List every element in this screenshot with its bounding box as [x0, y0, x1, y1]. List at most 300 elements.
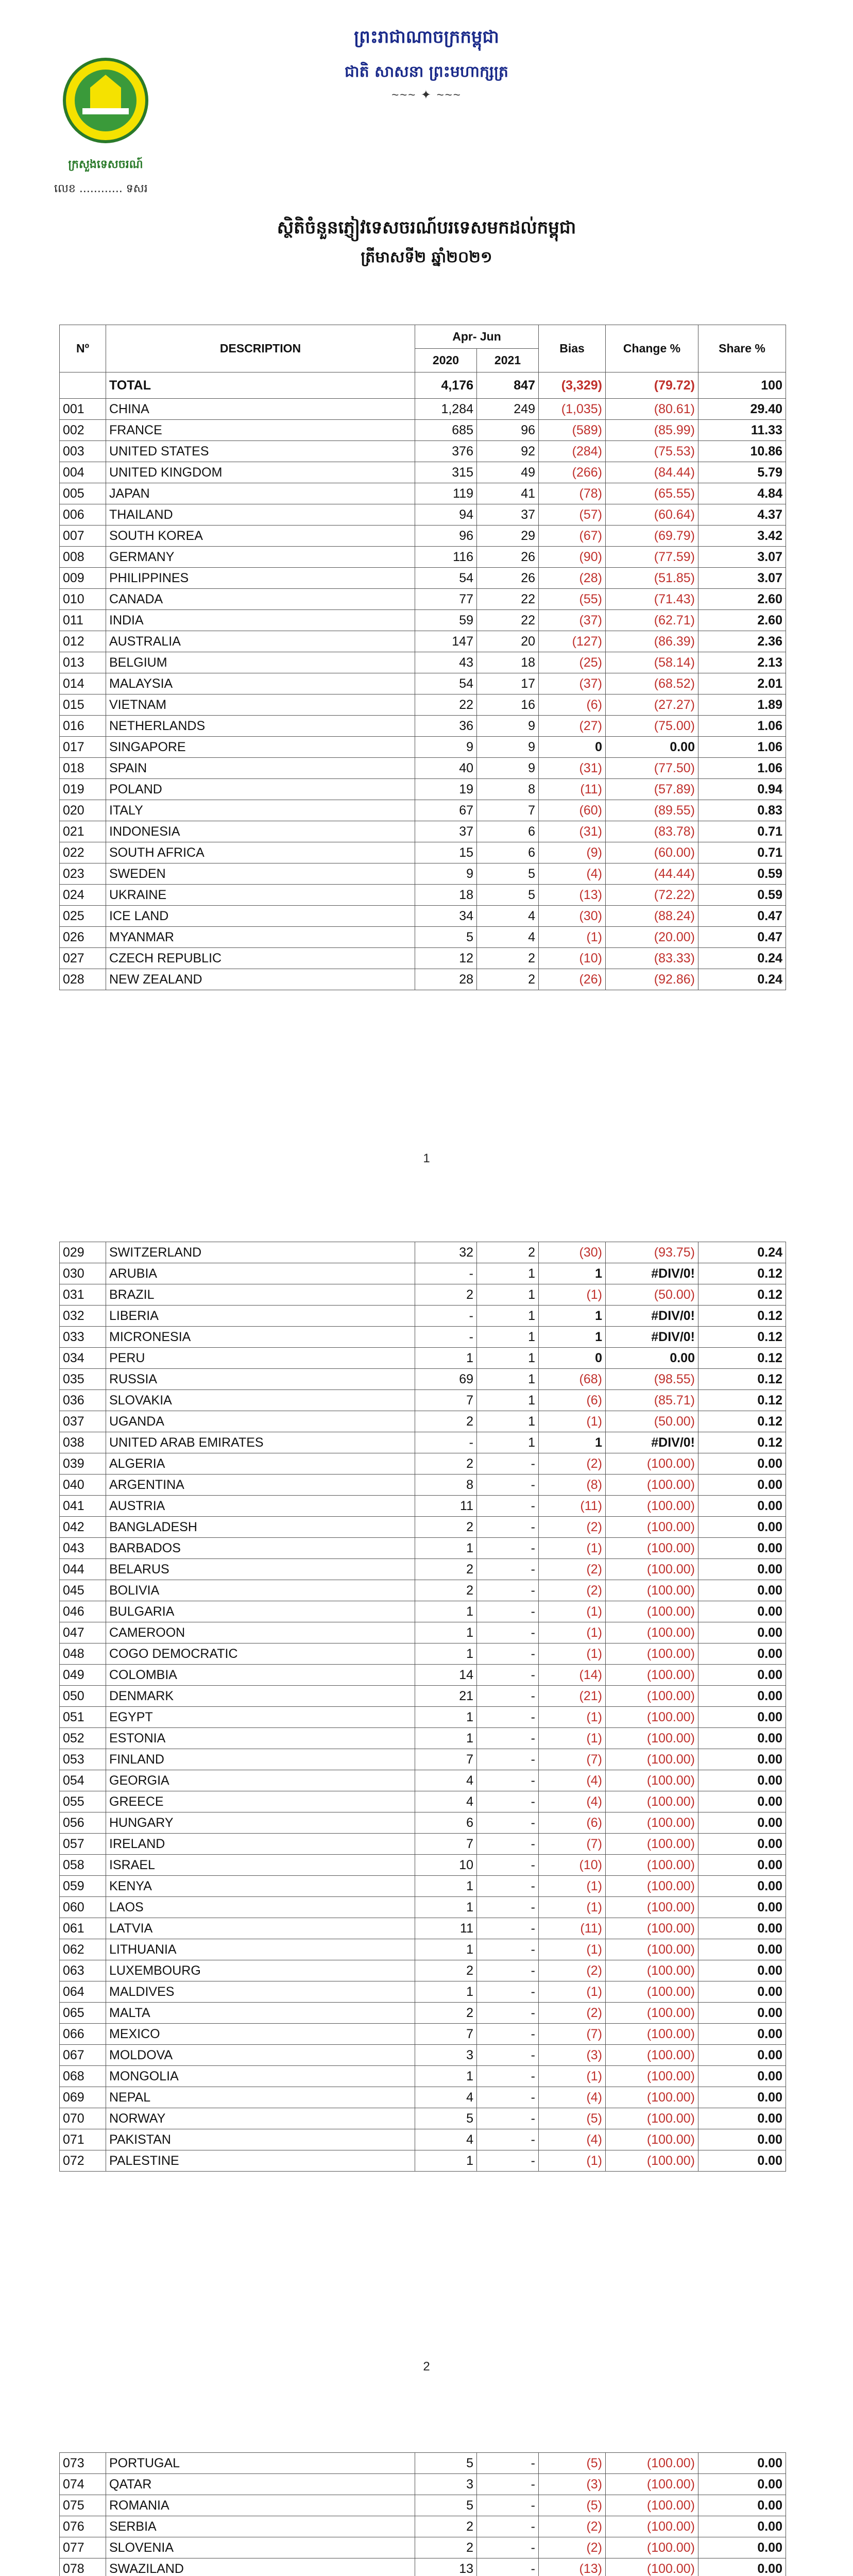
row-country: AUSTRIA: [106, 1496, 415, 1517]
row-bias: (21): [539, 1686, 606, 1707]
table-row: [60, 441, 786, 462]
table-row: [60, 2537, 786, 2558]
row-share: 0.24: [698, 969, 786, 990]
row-code: 034: [60, 1348, 106, 1369]
row-country: PHILIPPINES: [106, 568, 415, 589]
row-country: SINGAPORE: [106, 737, 415, 758]
table-row: [60, 779, 786, 800]
row-2021: -: [477, 1622, 539, 1643]
ornament-divider: ~~~ ✦ ~~~: [391, 88, 462, 102]
row-2020: 2: [415, 1960, 477, 1981]
row-share: 0.00: [698, 2024, 786, 2045]
row-code: 031: [60, 1284, 106, 1306]
row-code: 073: [60, 2453, 106, 2474]
row-2020: 34: [415, 906, 477, 927]
row-share: 0.00: [698, 2129, 786, 2150]
row-2021: 2: [477, 969, 539, 990]
row-code: 077: [60, 2537, 106, 2558]
row-2021: -: [477, 2129, 539, 2150]
row-share: 0.00: [698, 1707, 786, 1728]
table-row: [60, 1707, 786, 1728]
table-row: [60, 948, 786, 969]
table-row: [60, 2558, 786, 2576]
row-2020: 5: [415, 2495, 477, 2516]
table-row: [60, 1876, 786, 1897]
row-2021: 18: [477, 652, 539, 673]
table-row: [60, 420, 786, 441]
row-code: 013: [60, 652, 106, 673]
row-2021: -: [477, 1580, 539, 1601]
row-2020: 2: [415, 1411, 477, 1432]
row-2021: 26: [477, 547, 539, 568]
row-2020: 2: [415, 2516, 477, 2537]
row-code: 049: [60, 1665, 106, 1686]
row-bias: (60): [539, 800, 606, 821]
row-country: CANADA: [106, 589, 415, 610]
row-share: 0.24: [698, 1242, 786, 1263]
row-bias: (2): [539, 1960, 606, 1981]
row-code: 032: [60, 1306, 106, 1327]
row-bias: (13): [539, 885, 606, 906]
row-bias: (1): [539, 1622, 606, 1643]
row-share: 29.40: [698, 399, 786, 420]
row-country: MALDIVES: [106, 1981, 415, 2003]
row-share: 4.37: [698, 504, 786, 526]
row-2020: 3: [415, 2045, 477, 2066]
row-country: UNITED STATES: [106, 441, 415, 462]
row-change: (100.00): [606, 1897, 698, 1918]
table-row: [60, 1643, 786, 1665]
row-bias: (26): [539, 969, 606, 990]
row-2021: -: [477, 2516, 539, 2537]
row-bias: (2): [539, 1453, 606, 1475]
row-code: 012: [60, 631, 106, 652]
row-change: (84.44): [606, 462, 698, 483]
row-change: #DIV/0!: [606, 1327, 698, 1348]
row-country: CAMEROON: [106, 1622, 415, 1643]
table-row: [60, 1242, 786, 1263]
row-bias: (28): [539, 568, 606, 589]
row-country: GREECE: [106, 1791, 415, 1812]
row-2021: -: [477, 2045, 539, 2066]
table-row: [60, 1327, 786, 1348]
row-2021: 9: [477, 758, 539, 779]
row-bias: (14): [539, 1665, 606, 1686]
row-code: 064: [60, 1981, 106, 2003]
table-row: [60, 568, 786, 589]
row-2021: 1: [477, 1306, 539, 1327]
row-bias: (1): [539, 1876, 606, 1897]
row-change: (100.00): [606, 2537, 698, 2558]
row-2020: 1: [415, 1707, 477, 1728]
row-bias: 1: [539, 1327, 606, 1348]
row-2020: 2: [415, 2003, 477, 2024]
row-2020: 7: [415, 1834, 477, 1855]
row-share: 0.59: [698, 863, 786, 885]
row-2021: -: [477, 1939, 539, 1960]
row-bias: 0: [539, 737, 606, 758]
table-row: [60, 547, 786, 568]
ministry-logo: [62, 57, 149, 155]
total-bias: (3,329): [539, 372, 606, 399]
row-2021: 6: [477, 842, 539, 863]
row-code: 070: [60, 2108, 106, 2129]
row-country: EGYPT: [106, 1707, 415, 1728]
row-change: (100.00): [606, 1939, 698, 1960]
table-row: [60, 1306, 786, 1327]
row-2020: 2: [415, 1284, 477, 1306]
table-row: [60, 2003, 786, 2024]
row-2021: 249: [477, 399, 539, 420]
row-2020: 4: [415, 2087, 477, 2108]
row-code: 025: [60, 906, 106, 927]
row-change: (88.24): [606, 906, 698, 927]
row-country: GEORGIA: [106, 1770, 415, 1791]
row-share: 1.06: [698, 716, 786, 737]
row-country: GERMANY: [106, 547, 415, 568]
row-2020: 21: [415, 1686, 477, 1707]
row-2021: -: [477, 1897, 539, 1918]
kingdom-heading: ព្រះរាជាណាចក្រកម្ពុជា: [354, 27, 499, 47]
row-change: (100.00): [606, 1580, 698, 1601]
row-country: ARGENTINA: [106, 1475, 415, 1496]
row-2020: 1: [415, 1981, 477, 2003]
row-share: 3.07: [698, 568, 786, 589]
row-2021: -: [477, 2150, 539, 2172]
table-row: [60, 1918, 786, 1939]
table-row: [60, 1517, 786, 1538]
row-2020: 67: [415, 800, 477, 821]
header-description: DESCRIPTION: [106, 325, 415, 372]
row-code: 008: [60, 547, 106, 568]
row-share: 0.00: [698, 1538, 786, 1559]
row-2020: 12: [415, 948, 477, 969]
row-share: 0.00: [698, 1918, 786, 1939]
row-2020: 1: [415, 1728, 477, 1749]
row-code: 028: [60, 969, 106, 990]
row-change: (60.00): [606, 842, 698, 863]
total-2020: 4,176: [415, 372, 477, 399]
row-country: COGO DEMOCRATIC: [106, 1643, 415, 1665]
row-country: KENYA: [106, 1876, 415, 1897]
row-share: 0.00: [698, 2150, 786, 2172]
table-row: [60, 1981, 786, 2003]
row-country: HUNGARY: [106, 1812, 415, 1834]
row-country: NEW ZEALAND: [106, 969, 415, 990]
row-code: 020: [60, 800, 106, 821]
row-bias: (13): [539, 2558, 606, 2576]
row-2020: 7: [415, 1390, 477, 1411]
row-share: 0.00: [698, 1601, 786, 1622]
row-change: (80.61): [606, 399, 698, 420]
table-row: [60, 2087, 786, 2108]
row-code: 042: [60, 1517, 106, 1538]
row-2020: 2: [415, 1453, 477, 1475]
row-bias: (10): [539, 948, 606, 969]
row-share: 2.01: [698, 673, 786, 694]
row-share: 3.07: [698, 547, 786, 568]
row-code: 043: [60, 1538, 106, 1559]
table-row: [60, 1855, 786, 1876]
row-country: COLOMBIA: [106, 1665, 415, 1686]
row-2021: 49: [477, 462, 539, 483]
table-row: [60, 737, 786, 758]
table-row: [60, 885, 786, 906]
row-2020: 96: [415, 526, 477, 547]
row-bias: (284): [539, 441, 606, 462]
row-bias: (30): [539, 1242, 606, 1263]
row-change: (86.39): [606, 631, 698, 652]
table-row: [60, 906, 786, 927]
row-share: 0.12: [698, 1390, 786, 1411]
table-row: [60, 1601, 786, 1622]
row-bias: (1): [539, 1284, 606, 1306]
row-2020: 94: [415, 504, 477, 526]
row-2021: 8: [477, 779, 539, 800]
row-share: 5.79: [698, 462, 786, 483]
row-code: 075: [60, 2495, 106, 2516]
row-change: (100.00): [606, 1538, 698, 1559]
row-change: (62.71): [606, 610, 698, 631]
motto-heading: ជាតិ សាសនា ព្រះមហាក្សត្រ: [345, 63, 508, 81]
row-2020: 32: [415, 1242, 477, 1263]
row-2020: 9: [415, 737, 477, 758]
row-2020: 2: [415, 1580, 477, 1601]
row-change: 0.00: [606, 1348, 698, 1369]
row-2020: 1: [415, 1939, 477, 1960]
row-share: 0.00: [698, 1622, 786, 1643]
row-2020: 7: [415, 2024, 477, 2045]
row-change: (51.85): [606, 568, 698, 589]
row-2021: -: [477, 1707, 539, 1728]
table-row: [60, 462, 786, 483]
row-2021: 4: [477, 906, 539, 927]
row-country: IRELAND: [106, 1834, 415, 1855]
row-change: (85.99): [606, 420, 698, 441]
row-2020: 4: [415, 2129, 477, 2150]
table-row: [60, 716, 786, 737]
row-2021: 1: [477, 1327, 539, 1348]
row-country: BELARUS: [106, 1559, 415, 1580]
table-row: [60, 2150, 786, 2172]
row-country: PALESTINE: [106, 2150, 415, 2172]
row-code: 019: [60, 779, 106, 800]
row-change: (100.00): [606, 1728, 698, 1749]
row-bias: (9): [539, 842, 606, 863]
row-2020: 69: [415, 1369, 477, 1390]
row-country: DENMARK: [106, 1686, 415, 1707]
row-2020: 43: [415, 652, 477, 673]
row-2020: 315: [415, 462, 477, 483]
row-code: 072: [60, 2150, 106, 2172]
table-row: [60, 399, 786, 420]
row-code: 039: [60, 1453, 106, 1475]
row-bias: (7): [539, 2024, 606, 2045]
row-2021: -: [477, 2453, 539, 2474]
row-2021: -: [477, 1517, 539, 1538]
row-share: 2.60: [698, 610, 786, 631]
row-code: 065: [60, 2003, 106, 2024]
row-share: 0.12: [698, 1284, 786, 1306]
row-change: (60.64): [606, 504, 698, 526]
row-change: (85.71): [606, 1390, 698, 1411]
row-2020: 1: [415, 2150, 477, 2172]
row-change: (100.00): [606, 1981, 698, 2003]
row-share: 0.00: [698, 1834, 786, 1855]
row-2021: 16: [477, 694, 539, 716]
row-2020: 77: [415, 589, 477, 610]
table-body-page-1: [60, 399, 786, 990]
row-code: 009: [60, 568, 106, 589]
row-bias: (37): [539, 610, 606, 631]
table-row: [60, 1580, 786, 1601]
row-change: (27.27): [606, 694, 698, 716]
row-change: (100.00): [606, 1876, 698, 1897]
row-code: 076: [60, 2516, 106, 2537]
row-share: 4.84: [698, 483, 786, 504]
row-code: 017: [60, 737, 106, 758]
row-bias: (6): [539, 1390, 606, 1411]
row-2020: 11: [415, 1496, 477, 1517]
row-country: SERBIA: [106, 2516, 415, 2537]
row-change: (75.00): [606, 716, 698, 737]
row-2020: -: [415, 1327, 477, 1348]
row-2021: -: [477, 1812, 539, 1834]
row-share: 0.94: [698, 779, 786, 800]
row-change: (100.00): [606, 1453, 698, 1475]
row-country: MALTA: [106, 2003, 415, 2024]
row-country: BANGLADESH: [106, 1517, 415, 1538]
row-2020: 1: [415, 2066, 477, 2087]
total-share: 100: [698, 372, 786, 399]
row-code: 071: [60, 2129, 106, 2150]
row-change: (77.59): [606, 547, 698, 568]
document-subtitle: ត្រីមាសទី២ ឆ្នាំ២០២១: [361, 248, 492, 266]
row-2021: -: [477, 1855, 539, 1876]
row-country: ITALY: [106, 800, 415, 821]
row-country: UNITED KINGDOM: [106, 462, 415, 483]
document-title: ស្ថិតិចំនួនភ្ញៀវទេសចរណ៍បរទេសមកដល់កម្ពុជា: [277, 217, 576, 238]
table-row: [60, 1728, 786, 1749]
row-2021: 37: [477, 504, 539, 526]
arrivals-table-page-1: [59, 325, 786, 990]
row-2021: -: [477, 2558, 539, 2576]
row-bias: (4): [539, 1791, 606, 1812]
row-2021: -: [477, 1538, 539, 1559]
row-share: 10.86: [698, 441, 786, 462]
row-country: INDONESIA: [106, 821, 415, 842]
row-country: INDIA: [106, 610, 415, 631]
row-change: (72.22): [606, 885, 698, 906]
row-country: NORWAY: [106, 2108, 415, 2129]
row-2021: 5: [477, 863, 539, 885]
row-country: NEPAL: [106, 2087, 415, 2108]
row-bias: (31): [539, 821, 606, 842]
row-2021: 96: [477, 420, 539, 441]
row-2020: 9: [415, 863, 477, 885]
row-country: MONGOLIA: [106, 2066, 415, 2087]
row-2021: -: [477, 2474, 539, 2495]
row-2021: 6: [477, 821, 539, 842]
row-bias: (55): [539, 589, 606, 610]
row-country: FRANCE: [106, 420, 415, 441]
row-code: 078: [60, 2558, 106, 2576]
row-2020: 28: [415, 969, 477, 990]
row-code: 037: [60, 1411, 106, 1432]
row-code: 015: [60, 694, 106, 716]
header-2020: 2020: [415, 349, 477, 372]
row-2021: -: [477, 2495, 539, 2516]
row-change: (100.00): [606, 2516, 698, 2537]
row-code: 004: [60, 462, 106, 483]
row-country: SPAIN: [106, 758, 415, 779]
row-change: (100.00): [606, 1834, 698, 1855]
row-country: CZECH REPUBLIC: [106, 948, 415, 969]
row-change: (20.00): [606, 927, 698, 948]
row-2021: 17: [477, 673, 539, 694]
row-change: (77.50): [606, 758, 698, 779]
table-row: [60, 610, 786, 631]
row-country: MEXICO: [106, 2024, 415, 2045]
row-2021: 22: [477, 589, 539, 610]
row-country: RUSSIA: [106, 1369, 415, 1390]
row-2021: -: [477, 1981, 539, 2003]
row-2020: 11: [415, 1918, 477, 1939]
row-2020: 22: [415, 694, 477, 716]
row-code: 030: [60, 1263, 106, 1284]
row-share: 0.00: [698, 1559, 786, 1580]
row-bias: (31): [539, 758, 606, 779]
row-code: 046: [60, 1601, 106, 1622]
row-share: 0.00: [698, 1728, 786, 1749]
row-2020: 54: [415, 568, 477, 589]
row-2021: 41: [477, 483, 539, 504]
row-code: 052: [60, 1728, 106, 1749]
row-code: 005: [60, 483, 106, 504]
row-2021: 9: [477, 716, 539, 737]
row-bias: (1): [539, 1897, 606, 1918]
row-change: (100.00): [606, 1643, 698, 1665]
row-2021: -: [477, 1559, 539, 1580]
row-change: (50.00): [606, 1411, 698, 1432]
row-bias: (2): [539, 2003, 606, 2024]
row-2020: 1: [415, 1348, 477, 1369]
row-share: 0.00: [698, 1580, 786, 1601]
row-change: (100.00): [606, 1622, 698, 1643]
row-2021: -: [477, 2066, 539, 2087]
row-2020: 4: [415, 1791, 477, 1812]
row-share: 2.60: [698, 589, 786, 610]
row-change: (100.00): [606, 1918, 698, 1939]
row-2021: -: [477, 1749, 539, 1770]
row-country: ESTONIA: [106, 1728, 415, 1749]
row-share: 0.71: [698, 821, 786, 842]
row-change: (44.44): [606, 863, 698, 885]
row-change: (92.86): [606, 969, 698, 990]
row-code: 016: [60, 716, 106, 737]
row-change: (83.33): [606, 948, 698, 969]
row-2020: 5: [415, 2453, 477, 2474]
arrivals-table-page-2: [59, 1242, 786, 2172]
table-row: [60, 1960, 786, 1981]
row-2020: -: [415, 1263, 477, 1284]
row-2020: 18: [415, 885, 477, 906]
row-bias: (5): [539, 2453, 606, 2474]
row-country: ARUBIA: [106, 1263, 415, 1284]
row-change: (75.53): [606, 441, 698, 462]
row-country: SWAZILAND: [106, 2558, 415, 2576]
row-code: 045: [60, 1580, 106, 1601]
